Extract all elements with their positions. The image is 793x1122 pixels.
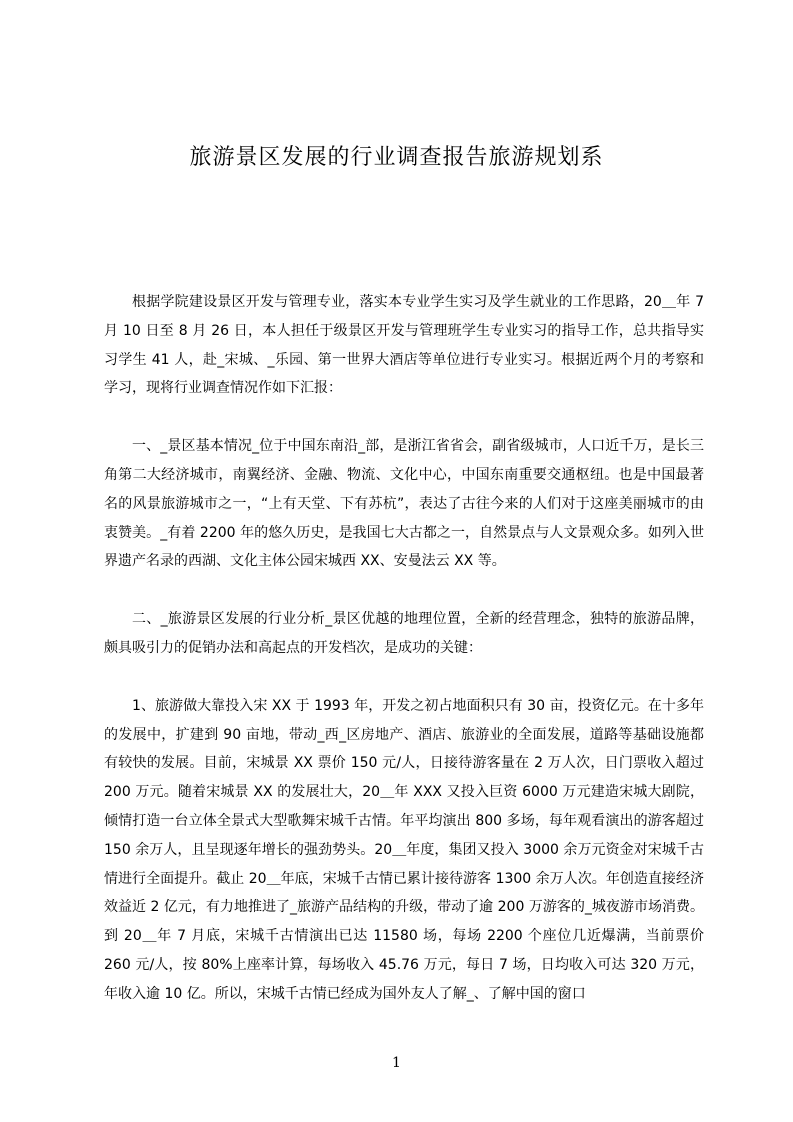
paragraph-item-1: 1、旅游做大靠投入宋 XX 于 1993 年，开发之初占地面积只有 30 亩，投资亿元。在十多年的发展中，扩建到 90 亩地，带动_西_区房地产、酒店、旅游业的全面发展，道路等基础设施都有较快的发展。目前，宋城景 XX 票价 150 元/人，日接待游客量在 2 万人次，日门票收入超过 200 万元。随着宋城景 XX 的发展壮大，20＿年 XXX 又投入巨资 6000 万元建造宋城大剧院，倾情打造一台立体全景式大型歌舞宋城千古情。年平均演出 800 多场，每年观看演出的游客超过 150 余万人，且呈现逐年增长的强劲势头。20＿年度，集团又投入 3000 余万元资金对宋城千古情进行全面提升。截止 20＿年底，宋城千古情已累计接待游客 1300 余万人次。年创造直接经济效益近 2 亿元，有力地推进了_旅游产品结构的升级，带动了逾 200 万游客的_城夜游市场消费。到 20＿年 7 月底，宋城千古情演出已达 11580 场，每场 2200 个座位几近爆满，当前票价 260 元/人，按 80%上座率计算，每场收入 45.76 万元，每日 7 场，日均收入可达 320 万元，年收入逾 10 亿。所以，宋城千古情已经成为国外友人了解_、了解中国的窗口 (104, 697, 704, 1002)
paragraph-intro: 根据学院建设景区开发与管理专业，落实本专业学生实习及学生就业的工作思路，20＿年 7 月 10 日至 8 月 26 日，本人担任于级景区开发与管理班学生专业实习的指导工作，总共指导实习学生 41 人，赴_宋城、_乐园、第一世界大酒店等单位进行专业实习。根据近两个月的考察和学习，现将行业调查情况作如下汇报： (104, 294, 704, 397)
paragraph-section-1: 一、_景区基本情况_位于中国东南沿_部，是浙江省省会，副省级城市，人口近千万，是长三角第二大经济城市，南翼经济、金融、物流、文化中心，中国东南重要交通枢纽。也是中国最著名的风景旅游城市之一，“上有天堂、下有苏杭”，表达了古往今来的人们对于这座美丽城市的由衷赞美。_有着 2200 年的悠久历史，是我国七大古都之一，自然景点与人文景观众多。如列入世界遗产名录的西湖、文化主体公园宋城西 XX、安曼法云 XX 等。 (104, 438, 704, 570)
document-body (104, 288, 704, 1038)
paragraph-section-2: 二、_旅游景区发展的行业分析_景区优越的地理位置，全新的经营理念，独特的旅游品牌，颇具吸引力的促销办法和高起点的开发档次，是成功的关键： (104, 611, 704, 656)
page-number: 1 (392, 1055, 401, 1071)
document-title: 旅游景区发展的行业调查报告旅游规划系 (189, 145, 604, 170)
